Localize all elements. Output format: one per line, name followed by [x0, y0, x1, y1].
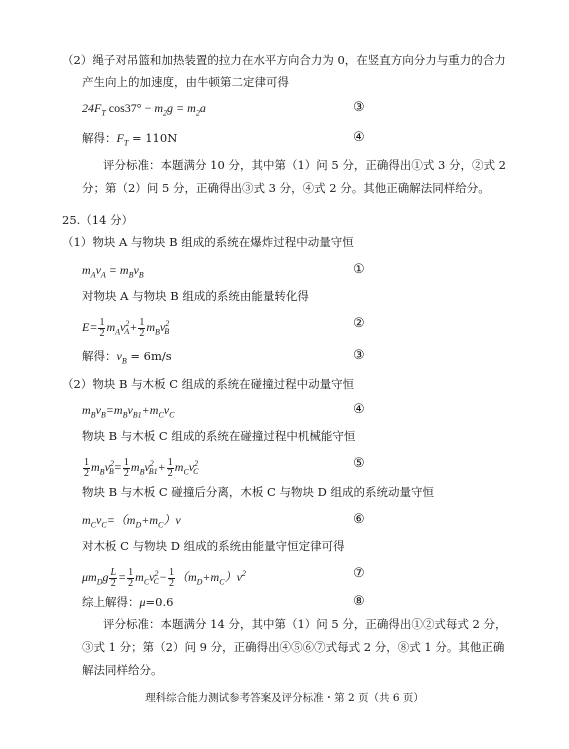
separation-intro: 物块 B 与木板 C 碰撞后分离，木板 C 与物块 D 组成的系统动量守恒	[82, 485, 435, 499]
equation-1: $m_Av_A = m_Bv_B$	[82, 263, 144, 280]
equation-marker-3b: ③	[353, 348, 365, 363]
equation-5: $\frac{1}{2}$ $m_Bv^2_B=$ $\frac{1}{2}$ $m_Bv^2_{B1}+$ $\frac{1}{2}$ $m_Cv^2_C$	[84, 456, 199, 479]
equation-marker-4: ④	[353, 130, 365, 145]
equation-marker-4b: ④	[353, 402, 365, 417]
equation-marker-7: ⑦	[353, 566, 365, 581]
part2-line2: 产生向上的加速度，由牛顿第二定律可得	[82, 75, 289, 89]
conservation-intro: 对木板 C 与物块 D 组成的系统由能量守恒定律可得	[82, 539, 345, 553]
grading-standard-line1: 评分标准：本题满分 10 分，其中第（1）问 5 分，正确得出①式 3 分，②式 2	[103, 158, 506, 172]
q25-grading-line2: ③式 1 分；第（2）问 9 分，正确得出④⑤⑥⑦式每式 2 分，⑧式 1 分。其他正确	[82, 640, 505, 654]
q25-part1-intro: （1）物块 A 与物块 B 组成的系统在爆炸过程中动量守恒	[62, 235, 354, 249]
equation-6: $m_Cv_C=(m_D+m_C)v$	[82, 513, 181, 530]
solve-line-vb: 解得：$v_B = 6m/s$	[82, 349, 172, 366]
question-25-heading: 25.（14 分）	[62, 213, 134, 227]
equation-marker-2: ②	[353, 316, 365, 331]
q25-grading-line3: 解法同样给分。	[82, 663, 163, 677]
equation-marker-8: ⑧	[353, 594, 365, 609]
equation-2: E= $\frac{1}{2}$ $m_Av^2_A+$ $\frac{1}{2}$ $m_Bv^2_B$	[82, 316, 170, 339]
part2-line1: （2）绳子对吊篮和加热装置的拉力在水平方向合力为 0，在竖直方向分力与重力的合力	[62, 53, 506, 67]
q25-grading-line1: 评分标准：本题满分 14 分，其中第（1）问 5 分，正确得出①②式每式 2 分，	[103, 617, 507, 631]
equation-7: $\mu m_Dg$ $\frac{L}{2}$ = $\frac{1}{2}$ $m_Cv^2_C-$ $\frac{1}{2}$ $(m_D+m_C)v^2$	[82, 566, 246, 589]
solve-line-ft: 解得：$F_T = 110N$	[82, 131, 178, 148]
equation-marker-5: ⑤	[353, 456, 365, 471]
equation-marker-6: ⑥	[353, 512, 365, 527]
mech-energy-intro: 物块 B 与木板 C 组成的系统在碰撞过程中机械能守恒	[82, 429, 356, 443]
equation-3: $24F_T$ $\cos 37^\circ - m_2g = m_2a$	[82, 101, 206, 118]
equation-marker-3: ③	[353, 100, 365, 115]
grading-standard-line2: 分；第（2）问 5 分，正确得出③式 3 分，④式 2 分。其他正确解法同样给分。	[82, 181, 490, 195]
final-result: 综上解得：μ=0.6	[82, 595, 174, 609]
equation-marker-1: ①	[353, 262, 365, 277]
equation-4: $m_Bv_B=m_Bv_{B1}+m_Cv_C$	[82, 403, 175, 420]
page-footer: 理科综合能力测试参考答案及评分标准・第 2 页（共 6 页）	[145, 692, 424, 704]
energy-intro: 对物块 A 与物块 B 组成的系统由能量转化得	[82, 289, 309, 303]
q25-part2-intro: （2）物块 B 与木板 C 组成的系统在碰撞过程中动量守恒	[62, 377, 355, 391]
